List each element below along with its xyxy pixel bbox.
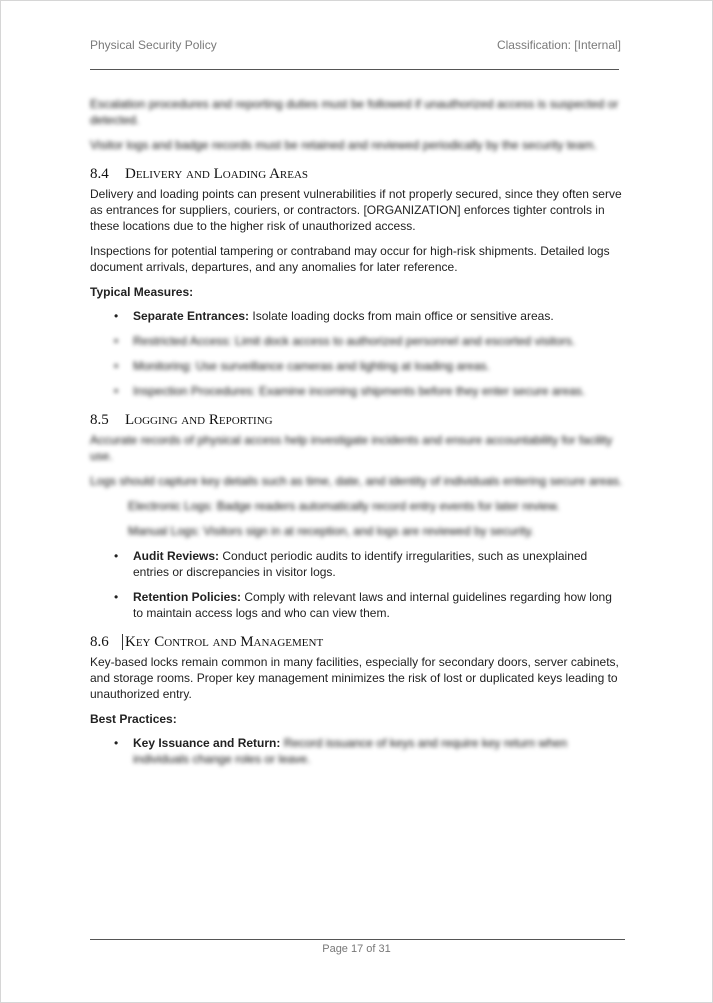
list-label: Best Practices: <box>90 712 177 726</box>
blurred-paragraph: Accurate records of physical access help investigate incidents and ensure accountability for facility use. <box>90 433 613 463</box>
list-label: Typical Measures: <box>90 285 194 299</box>
section-title: Logging and Reporting <box>125 412 273 428</box>
section-title: Delivery and Loading Areas <box>125 166 309 182</box>
blurred-paragraph: Visitor logs and badge records must be retained and reviewed periodically by the security team. <box>90 138 597 152</box>
list-item: • Inspection Procedures: Examine incoming shipments before they enter secure areas. <box>114 384 586 398</box>
section-heading-8-5 <box>90 411 625 430</box>
list-item: • Separate Entrances: Isolate loading docks from main office or sensitive areas. <box>114 309 554 323</box>
header-divider <box>90 69 619 70</box>
body-paragraph: Inspections for potential tampering or contraband may occur for high-risk shipments. Detailed logs document arrivals, departures, and any anomalies for later reference. <box>90 244 610 274</box>
section-number: 8.4 <box>90 166 109 182</box>
list-item: • Retention Policies: Comply with relevant laws and internal guidelines regarding how long to maintain access logs and who can view them. <box>114 590 612 620</box>
blurred-paragraph: Electronic Logs: Badge readers automatically record entry events for later review. <box>128 499 560 513</box>
practices-list <box>90 735 625 767</box>
bullet-icon: • <box>114 334 119 348</box>
body-paragraph: Delivery and loading points can present vulnerabilities if not properly secured, since they often serve as entrances for suppliers, couriers, or contractors. [ORGANIZATION] enforces tighter controls in these locations due to the higher risk of unauthorized access. <box>90 187 622 233</box>
bullet-icon: • <box>114 309 119 323</box>
document-title: Physical Security Policy <box>90 38 217 52</box>
classification-label: Classification: [Internal] <box>496 38 621 52</box>
bullet-icon: • <box>114 590 119 604</box>
blurred-paragraph: Escalation procedures and reporting duties must be followed if unauthorized access is suspected or detected. <box>90 97 619 127</box>
section-number: 8.5 <box>90 412 109 428</box>
blurred-paragraph: Manual Logs: Visitors sign in at reception, and logs are reviewed by security. <box>128 524 534 538</box>
blurred-paragraph: Logs should capture key details such as time, date, and identity of individuals entering secure areas. <box>90 474 623 488</box>
bullet-icon: • <box>114 384 119 398</box>
measures-list <box>90 308 625 399</box>
list-item: • Key Issuance and Return: Record issuance of keys and require key return when individuals change roles or leave. <box>114 736 568 766</box>
section-heading-8-4 <box>90 165 625 184</box>
page-number: Page 17 of 31 <box>322 943 391 955</box>
list-item: • Audit Reviews: Conduct periodic audits to identify irregularities, such as unexplained entries or discrepancies in visitor logs. <box>114 549 588 579</box>
bullet-icon: • <box>114 549 119 563</box>
bullet-icon: • <box>114 359 119 373</box>
bullet-icon: • <box>114 736 119 750</box>
document-body <box>90 96 625 776</box>
list-item: • Monitoring: Use surveillance cameras and lighting at loading areas. <box>114 359 490 373</box>
logging-list <box>90 548 625 621</box>
section-number: 8.6 <box>90 634 109 650</box>
list-item: • Restricted Access: Limit dock access to authorized personnel and escorted visitors. <box>114 334 576 348</box>
footer-divider <box>90 939 625 940</box>
body-paragraph: Key-based locks remain common in many facilities, especially for secondary doors, server cabinets, and storage rooms. Proper key management minimizes the risk of lost or duplicated keys leading to unauthorized entry. <box>90 655 619 701</box>
section-title: Key Control and Management <box>122 634 323 650</box>
section-heading-8-6 <box>90 633 625 652</box>
